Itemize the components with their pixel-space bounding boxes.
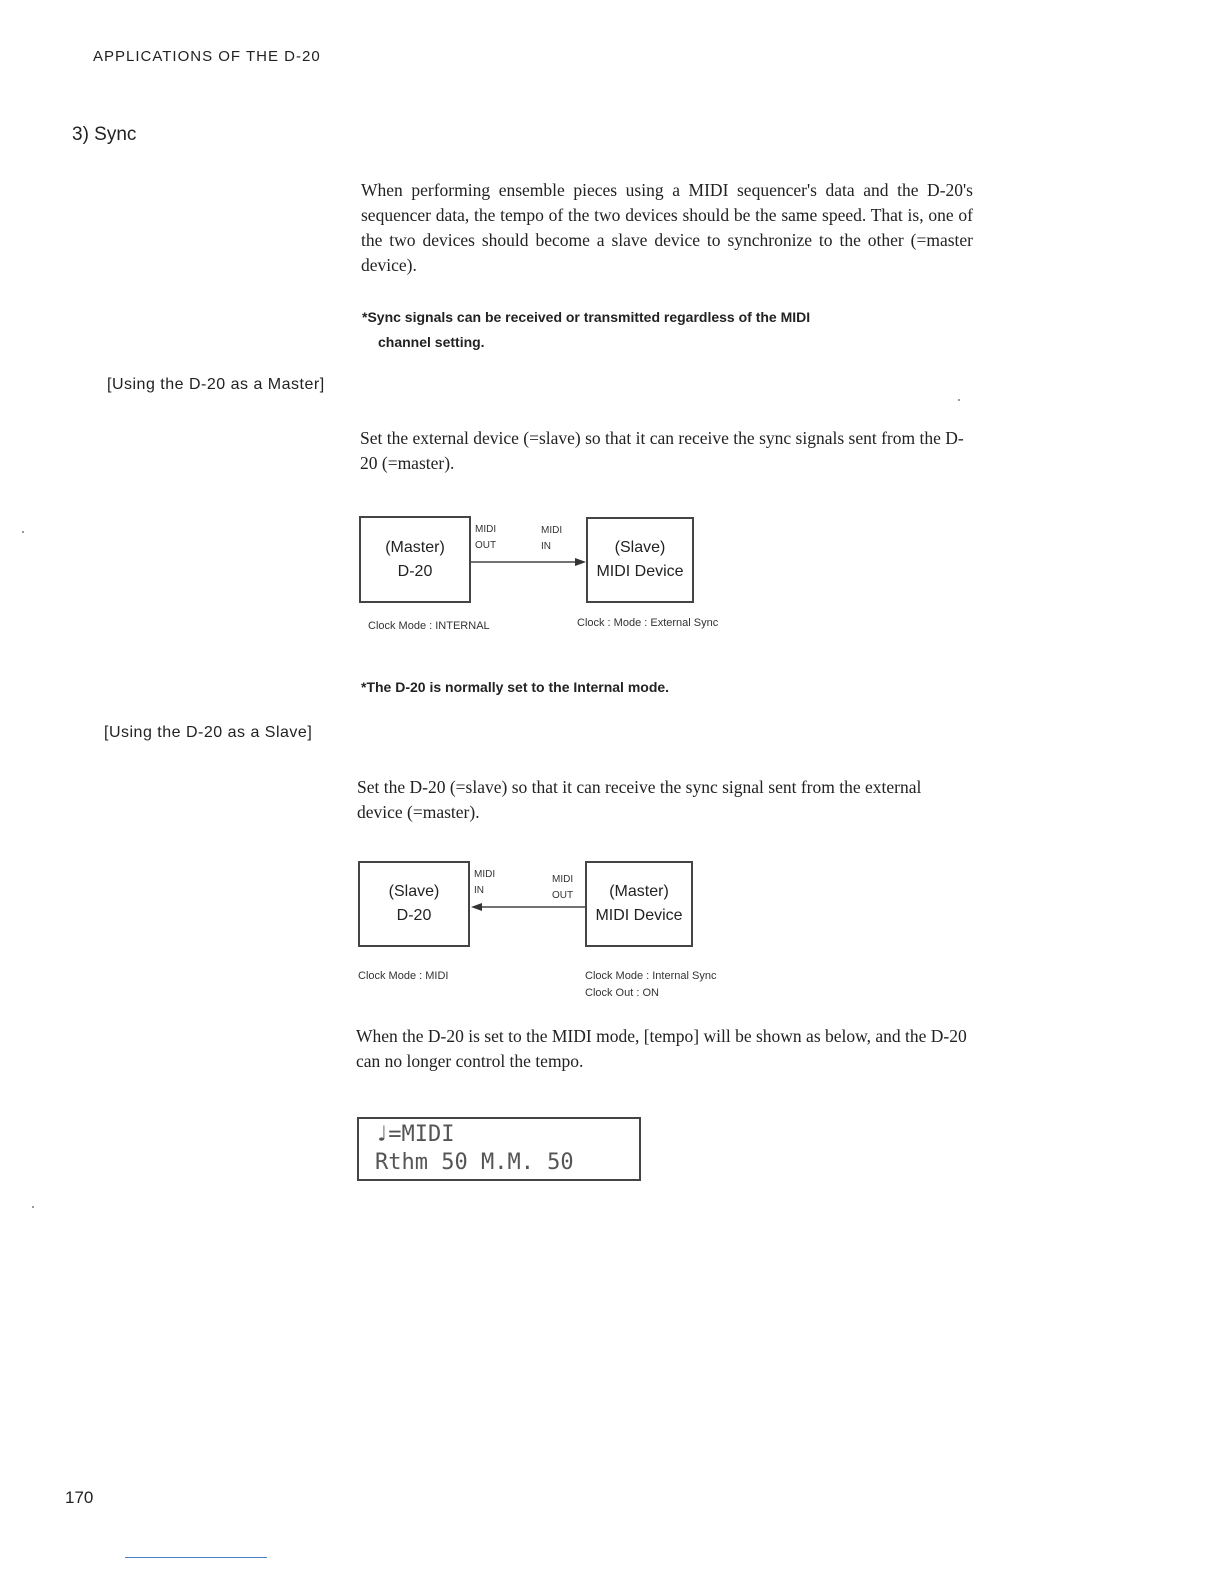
slave-device-box (586, 517, 694, 603)
midi-in-port-label-2: MIDI IN (474, 869, 496, 896)
lcd-line-1: ♩=MIDI (375, 1122, 455, 1147)
master-heading: [Using the D-20 as a Master] (107, 376, 325, 393)
slave-box-role: (Slave) (614, 539, 666, 556)
slave-d20-role: (Slave) (388, 883, 440, 900)
internal-mode-note: *The D-20 is normally set to the Internal mode. (361, 679, 670, 695)
section-title: 3) Sync (72, 124, 137, 145)
scan-speck (32, 1206, 34, 1208)
midi-in-port-label: MIDI IN (541, 525, 563, 552)
slave-clock-caption: Clock : Mode : External Sync (577, 617, 719, 629)
intro-paragraph: When performing ensemble pieces using a MIDI sequencer's data and the D-20's sequencer data, the tempo of the two devices should be the same speed. That is, one of the two devices should become a slave device to synchronize to the other (=master device). (361, 180, 973, 275)
master-device-name: MIDI Device (595, 907, 683, 924)
slave-paragraph: Set the D-20 (=slave) so that it can receive the sync signal sent from the external device (=master). (357, 777, 922, 822)
master-d20-box (359, 516, 471, 603)
master-paragraph: Set the external device (=slave) so that it can receive the sync signals sent from the D-20 (=master). (360, 428, 964, 473)
master-clock-caption: Clock Mode : INTERNAL (368, 620, 490, 632)
master-device-clock-caption: Clock Mode : Internal Sync Clock Out : ON (585, 970, 717, 999)
sync-note-line1: *Sync signals can be received or transmitted regardless of the MIDI (362, 309, 811, 325)
master-device-box (585, 861, 693, 947)
master-box-role: (Master) (385, 538, 445, 556)
midi-mode-paragraph: When the D-20 is set to the MIDI mode, [tempo] will be shown as below, and the D-20 can no longer control the tempo. (356, 1026, 967, 1071)
scan-speck (958, 399, 960, 401)
midi-out-port-label-2: MIDI OUT (552, 874, 574, 901)
slave-d20-box (358, 861, 470, 947)
scan-speck (22, 531, 24, 533)
slave-d20-name: D-20 (396, 907, 432, 924)
sync-note-line2: channel setting. (378, 334, 485, 350)
master-to-slave-arrow-2 (470, 897, 586, 917)
slave-box-name: MIDI Device (596, 563, 684, 580)
lcd-display (357, 1117, 641, 1181)
footer-rule (125, 1557, 267, 1558)
master-to-slave-arrow (471, 552, 587, 572)
page-header: APPLICATIONS OF THE D-20 (93, 48, 321, 65)
sync-note (362, 305, 974, 355)
slave-d20-clock-caption: Clock Mode : MIDI (358, 970, 449, 982)
midi-out-port-label: MIDI OUT (475, 524, 497, 551)
lcd-line-2: Rthm 50 M.M. 50 (375, 1150, 574, 1175)
page-number: 170 (65, 1488, 94, 1507)
master-box-name: D-20 (397, 562, 433, 580)
master-device-role: (Master) (609, 883, 669, 900)
slave-heading: [Using the D-20 as a Slave] (104, 724, 313, 741)
